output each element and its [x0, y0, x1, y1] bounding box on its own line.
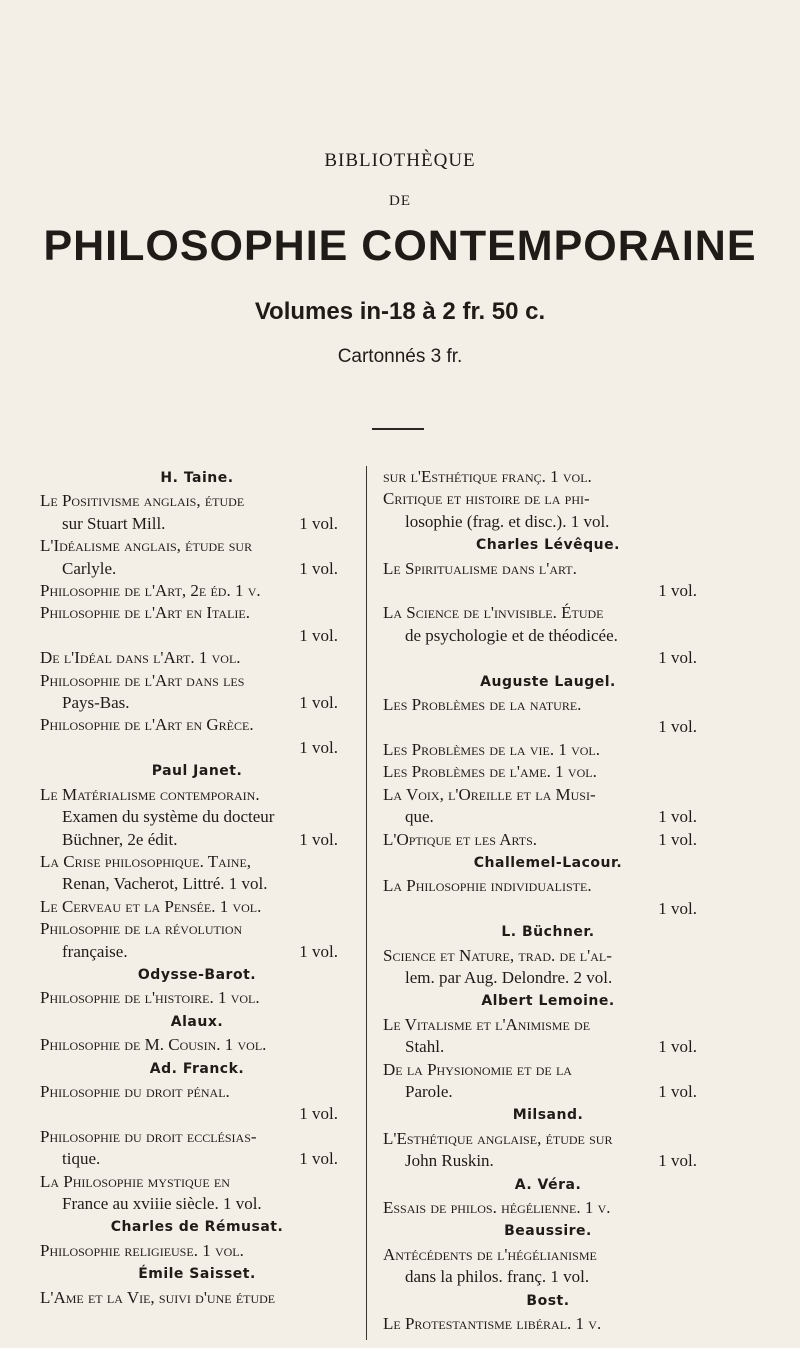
entry-text: sur Stuart Mill.: [62, 513, 166, 533]
catalog-entry: [40, 580, 354, 602]
entry-line: Philosophie de l'Art en Grèce.: [40, 715, 254, 735]
entry-line: Les Problèmes de la vie. 1 vol.: [383, 739, 600, 759]
catalog-entry: [383, 694, 713, 739]
author-name: Ad. Franck.: [149, 1060, 245, 1077]
entry-line: [40, 692, 354, 714]
entry-text: Büchner, 2e édit.: [62, 829, 178, 849]
de-heading: DE: [389, 193, 411, 209]
volume-count: 1 vol.: [658, 581, 697, 601]
entry-line: lem. par Aug. Delondre. 2 vol.: [405, 967, 613, 987]
divider: [372, 428, 424, 430]
catalog-entry: [383, 558, 713, 603]
entry-line: losophie (frag. et disc.). 1 vol.: [405, 511, 610, 531]
catalog-entry: [40, 1171, 354, 1216]
catalog-entry: [40, 670, 354, 715]
volume-count: 1 vol.: [299, 737, 338, 757]
entry-line: Renan, Vacherot, Littré. 1 vol.: [62, 874, 268, 894]
entry-line: Philosophie du droit pénal.: [40, 1081, 230, 1101]
entry-line: Le Spiritualisme dans l'art.: [383, 558, 577, 578]
entry-line: Philosophie de l'Art dans les: [40, 670, 245, 690]
entry-line: [383, 829, 713, 851]
entry-line: [40, 558, 354, 580]
author-name: A. Véra.: [514, 1176, 582, 1193]
volume-count: 1 vol.: [658, 829, 697, 849]
entry-line: France au xviiie siècle. 1 vol.: [62, 1194, 262, 1213]
entry-text: John Ruskin.: [405, 1151, 494, 1171]
author-name: Challemel-Lacour.: [473, 854, 623, 871]
entry-line: Les Problèmes de l'ame. 1 vol.: [383, 762, 597, 782]
catalog-entry: [383, 466, 713, 488]
entry-line: sur l'Esthétique franç. 1 vol.: [383, 467, 592, 486]
catalog-entry: [40, 784, 354, 851]
entry-line: De la Physionomie et de la: [383, 1059, 572, 1079]
volume-count: 1 vol.: [299, 1149, 338, 1169]
catalog-entry: [383, 1014, 713, 1059]
volume-count: 1 vol.: [658, 1151, 697, 1171]
catalog-entry: [40, 647, 354, 669]
library-heading: BIBLIOTHÈQUE: [324, 150, 476, 171]
catalog-entry: [383, 602, 713, 669]
entry-line: [40, 941, 354, 963]
entry-line: La Crise philosophique. Taine,: [40, 851, 252, 871]
author-name: Charles Lévêque.: [476, 537, 620, 554]
author-name: Paul Janet.: [151, 763, 243, 780]
catalog-entry: [40, 851, 354, 896]
entry-line: dans la philos. franç. 1 vol.: [405, 1267, 590, 1287]
entry-line: Essais de philos. hégélienne. 1 v.: [383, 1198, 611, 1217]
volume-count: 1 vol.: [658, 648, 697, 668]
volume-count: 1 vol.: [658, 717, 697, 737]
catalog-entry: [383, 829, 713, 851]
entry-line: Le Cerveau et la Pensée. 1 vol.: [40, 896, 262, 916]
author-name: Émile Saisset.: [138, 1266, 256, 1283]
entry-text: française.: [62, 941, 128, 961]
volume-count: 1 vol.: [658, 1081, 697, 1101]
entry-line: Le Protestantisme libéral. 1 v.: [383, 1314, 602, 1334]
column-divider: [366, 466, 367, 1340]
entry-line: Philosophie du droit ecclésias-: [40, 1126, 257, 1146]
author-name: Albert Lemoine.: [481, 993, 615, 1010]
entry-text: Stahl.: [405, 1037, 445, 1057]
author-name: L. Büchner.: [501, 924, 595, 941]
entry-line: [40, 829, 354, 851]
entry-text: Parole.: [405, 1081, 453, 1101]
entry-line: Science et Nature, trad. de l'al-: [383, 945, 612, 965]
author-name: Odysse-Barot.: [137, 966, 257, 983]
catalog-entry: [383, 1059, 713, 1104]
volume-count: 1 vol.: [658, 1037, 697, 1057]
catalog-entry: [40, 987, 354, 1009]
entry-line: Philosophie de l'Art en Italie.: [40, 603, 250, 623]
volume-count: 1 vol.: [658, 898, 697, 918]
catalog-entry: [383, 761, 713, 783]
entry-title: L'Optique et les Arts.: [383, 829, 538, 849]
catalog-entry: [40, 918, 354, 963]
entry-line: [40, 513, 354, 535]
catalog-entry: [383, 1244, 713, 1289]
entry-line: La Voix, l'Oreille et la Musi-: [383, 784, 596, 804]
entry-line: de psychologie et de théodicée.: [405, 625, 618, 645]
entry-line: Philosophie de l'Art, 2e éd. 1 v.: [40, 581, 261, 601]
entry-line: L'Idéalisme anglais, étude sur: [40, 536, 253, 556]
entry-line: Philosophie de la révolution: [40, 919, 243, 939]
right-column: [383, 466, 713, 1335]
catalog-entry: [40, 1126, 354, 1171]
entry-line: Philosophie religieuse. 1 vol.: [40, 1240, 244, 1260]
author-name: Beaussire.: [504, 1223, 592, 1240]
catalog-entry: [40, 896, 354, 918]
catalog-entry: [383, 739, 713, 761]
catalog-entry: [40, 714, 354, 759]
author-name: Milsand.: [512, 1107, 584, 1124]
author-name: Auguste Laugel.: [480, 673, 616, 690]
entry-line: Le Matérialisme contemporain.: [40, 784, 260, 804]
entry-line: La Science de l'invisible. Étude: [383, 603, 604, 623]
volumes-price: Volumes in-18 à 2 fr. 50 c.: [254, 298, 546, 325]
entry-text: que.: [405, 807, 434, 827]
entry-line: Les Problèmes de la nature.: [383, 695, 582, 715]
catalog-entry: [40, 490, 354, 535]
catalog-entry: [40, 1081, 354, 1126]
catalog-entry: [40, 602, 354, 647]
catalog-entry: [40, 1034, 354, 1056]
page-title: PHILOSOPHIE CONTEMPORAINE: [43, 222, 757, 270]
author-name: Charles de Rémusat.: [110, 1219, 284, 1236]
entry-line: [40, 1148, 354, 1170]
volume-count: 1 vol.: [299, 829, 338, 849]
entry-line: [383, 1081, 713, 1103]
entry-text: Carlyle.: [62, 558, 117, 578]
volume-count: 1 vol.: [299, 558, 338, 578]
author-name: H. Taine.: [160, 470, 234, 486]
catalog-entry: [383, 875, 713, 920]
volume-count: 1 vol.: [299, 941, 338, 961]
entry-line: L'Esthétique anglaise, étude sur: [383, 1128, 613, 1148]
entry-line: Antécédents de l'hégélianisme: [383, 1244, 597, 1264]
left-column: [40, 466, 354, 1309]
cartonnes-price: Cartonnés 3 fr.: [337, 346, 463, 367]
volume-count: 1 vol.: [299, 693, 338, 713]
entry-line: [383, 806, 713, 828]
catalog-entry: [383, 1197, 713, 1219]
entry-line: L'Ame et la Vie, suivi d'une étude: [40, 1287, 276, 1307]
entry-line: La Philosophie individualiste.: [383, 876, 592, 896]
entry-text: tique.: [62, 1149, 101, 1169]
catalog-entry: [383, 488, 713, 533]
volume-count: 1 vol.: [299, 1104, 338, 1124]
catalog-entry: [383, 945, 713, 990]
entry-line: La Philosophie mystique en: [40, 1171, 230, 1191]
volume-count: 1 vol.: [658, 807, 697, 827]
catalog-entry: [383, 1313, 713, 1335]
author-name: Bost.: [526, 1292, 570, 1309]
entry-line: Philosophie de M. Cousin. 1 vol.: [40, 1035, 267, 1055]
entry-line: [383, 1150, 713, 1172]
entry-line: Le Positivisme anglais, étude: [40, 491, 245, 511]
catalog-entry: [40, 1240, 354, 1262]
entry-text: Pays-Bas.: [62, 693, 130, 713]
catalog-entry: [40, 535, 354, 580]
volume-count: 1 vol.: [299, 625, 338, 645]
entry-line: Philosophie de l'histoire. 1 vol.: [40, 988, 260, 1008]
entry-line: De l'Idéal dans l'Art. 1 vol.: [40, 648, 241, 668]
volume-count: 1 vol.: [299, 513, 338, 533]
catalog-entry: [383, 784, 713, 829]
entry-line: Le Vitalisme et l'Animisme de: [383, 1014, 591, 1034]
entry-line: Examen du système du docteur: [62, 807, 275, 827]
entry-line: [383, 1036, 713, 1058]
author-name: Alaux.: [170, 1013, 224, 1030]
catalog-entry: [40, 1287, 354, 1309]
catalog-entry: [383, 1128, 713, 1173]
entry-line: Critique et histoire de la phi-: [383, 489, 590, 509]
